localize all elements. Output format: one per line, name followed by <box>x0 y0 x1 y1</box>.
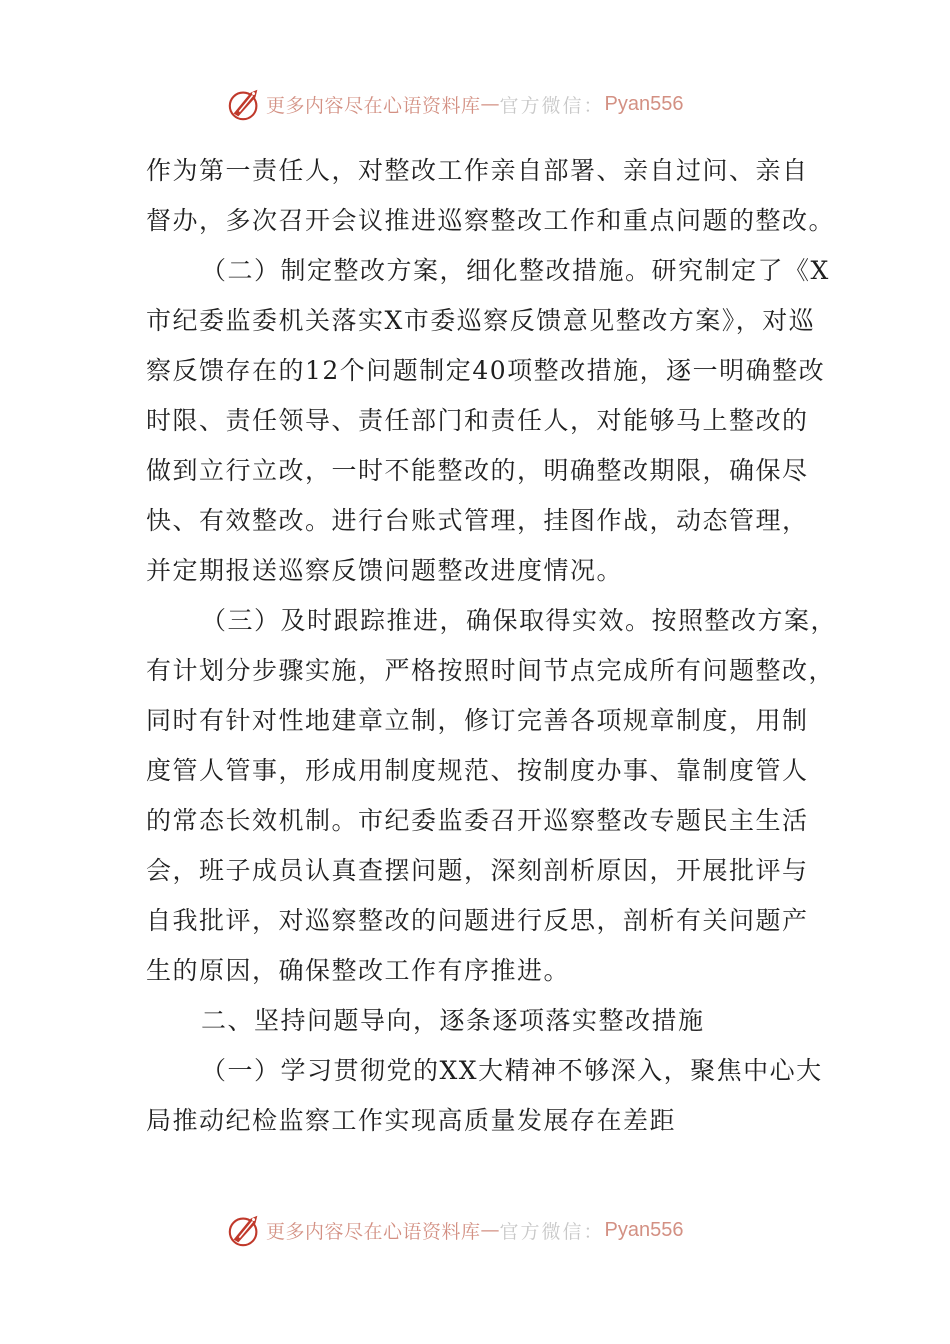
text-line: 局推动纪检监察工作实现高质量发展存在差距 <box>146 1106 677 1135</box>
banner-text: 更多内容尽在心语资料库 <box>266 94 481 117</box>
text-line: 督办，多次召开会议推进巡察整改工作和重点问题的整改。 <box>146 206 836 235</box>
text-line: 作为第一责任人，对整改工作亲自部署、亲自过问、亲自 <box>146 156 809 185</box>
text-line: 有计划分步骤实施，严格按照时间节点完成所有问题整改， <box>146 656 836 685</box>
text-line: 察反馈存在的12个问题制定40项整改措施，逐一明确整改 <box>146 356 826 385</box>
paragraph-first-line: （二）制定整改方案，细化整改措施。研究制定了《X <box>201 256 830 285</box>
banner-text: 更多内容尽在心语资料库 <box>266 1220 481 1243</box>
paragraph-first-line: （三）及时跟踪推进，确保取得实效。按照整改方案， <box>201 606 838 635</box>
pen-nib-circle-logo-icon <box>226 1211 264 1249</box>
text-line: 会，班子成员认真查摆问题，深刻剖析原因，开展批评与 <box>146 856 809 885</box>
text-line: 快、有效整改。进行台账式管理，挂图作战，动态管理， <box>146 506 809 535</box>
pen-nib-circle-logo-icon <box>226 85 264 123</box>
banner-wechat-id: Pyan556 <box>604 92 684 115</box>
banner-dash: — <box>480 1219 500 1241</box>
text-line: 做到立行立改，一时不能整改的，明确整改期限，确保尽 <box>146 456 809 485</box>
text-line: 同时有针对性地建章立制，修订完善各项规章制度，用制 <box>146 706 809 735</box>
banner-label: 官方微信： <box>499 1220 605 1243</box>
text-line: 度管人管事，形成用制度规范、按制度办事、靠制度管人 <box>146 756 809 785</box>
text-line: 并定期报送巡察反馈问题整改进度情况。 <box>146 556 624 585</box>
text-line: 生的原因，确保整改工作有序推进。 <box>146 956 571 985</box>
paragraph-first-line: （一）学习贯彻党的XX大精神不够深入，聚焦中心大 <box>201 1056 823 1085</box>
text-line: 的常态长效机制。市纪委监委召开巡察整改专题民主生活 <box>146 806 809 835</box>
text-line: 自我批评，对巡察整改的问题进行反思，剖析有关问题产 <box>146 906 809 935</box>
document-body <box>146 146 838 1146</box>
banner-label: 官方微信： <box>499 94 605 117</box>
header-banner <box>226 84 684 124</box>
banner-dash: — <box>480 93 500 115</box>
text-line: 市纪委监委机关落实X市委巡察反馈意见整改方案》，对巡 <box>146 306 816 335</box>
text-line: 时限、责任领导、责任部门和责任人，对能够马上整改的 <box>146 406 809 435</box>
footer-banner <box>226 1210 684 1250</box>
section-heading: 二、坚持问题导向，逐条逐项落实整改措施 <box>201 1006 705 1035</box>
banner-wechat-id: Pyan556 <box>604 1218 684 1241</box>
